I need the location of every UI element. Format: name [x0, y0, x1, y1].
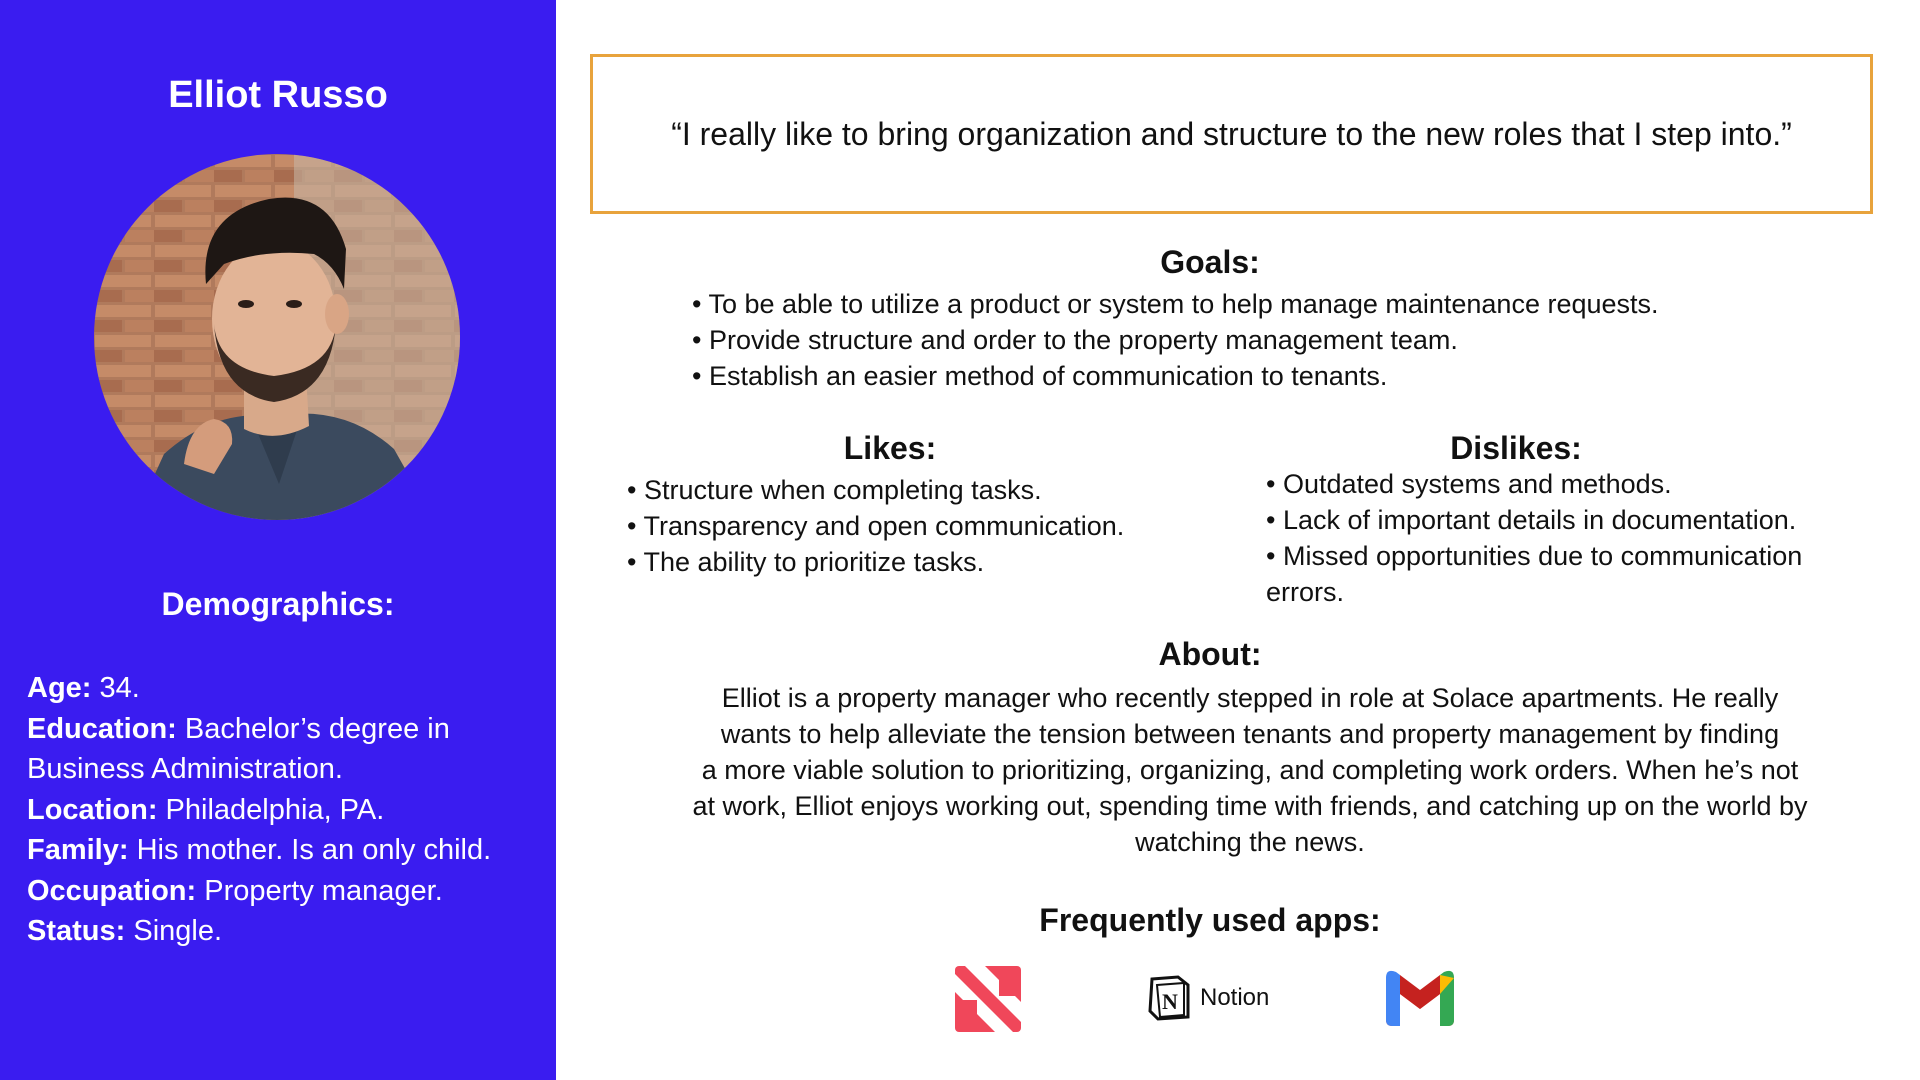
notion-app — [1148, 975, 1269, 1021]
goals-title: Goals: — [1160, 244, 1260, 280]
about-line: at work, Elliot enjoys working out, spending time with friends, and catching up on the world by — [692, 791, 1808, 821]
about-line: Elliot is a property manager who recently stepped in role at Solace apartments. He really — [721, 683, 1779, 713]
persona-name: Elliot Russo — [168, 74, 388, 116]
demographic-value: Single. — [125, 915, 223, 947]
demographic-value: Property manager. — [196, 874, 443, 907]
demographic-status — [27, 911, 547, 952]
dislikes-list — [1266, 466, 1886, 610]
goal-item: • Establish an easier method of communication to tenants. — [692, 361, 1388, 391]
demographic-family — [27, 830, 547, 871]
demographic-education — [27, 709, 547, 750]
demographic-label: Status: — [27, 915, 126, 947]
persona-sidebar — [0, 0, 556, 1080]
apps-title: Frequently used apps: — [1039, 902, 1381, 938]
demographic-occupation — [27, 871, 547, 912]
goal-item: • To be able to utilize a product or system to help manage maintenance requests. — [692, 289, 1659, 319]
about-line: watching the news. — [1135, 827, 1365, 857]
likes-title: Likes: — [843, 430, 937, 466]
demographic-label: Education: — [27, 712, 177, 745]
about-line: a more viable solution to prioritizing, organizing, and completing work orders. When he’s not — [701, 755, 1799, 785]
demographic-value: Bachelor’s degree in — [176, 712, 450, 745]
quote-box — [590, 54, 1873, 214]
dislike-item: errors. — [1266, 577, 1345, 607]
like-item: • Transparency and open communication. — [627, 511, 1125, 541]
demographic-label: Location: — [27, 793, 158, 826]
demographic-value: His mother. Is an only child. — [128, 834, 492, 866]
like-item: • The ability to prioritize tasks. — [627, 547, 985, 577]
demographic-label: Family: — [27, 834, 129, 866]
gmail-icon — [1382, 968, 1458, 1031]
demographic-value: Philadelphia, PA. — [157, 793, 385, 826]
dislike-item: • Outdated systems and methods. — [1266, 469, 1672, 499]
quote-text: “I really like to bring organization and structure to the new roles that I step into.” — [671, 115, 1792, 152]
notion-label: Notion — [1200, 984, 1270, 1011]
goals-list — [692, 286, 1792, 394]
about-title: About: — [1158, 636, 1262, 672]
demographic-age — [27, 668, 547, 709]
about-text — [640, 680, 1860, 860]
demographics-list — [27, 668, 547, 952]
dislike-item: • Missed opportunities due to communication — [1266, 541, 1803, 571]
likes-list — [627, 472, 1187, 580]
like-item: • Structure when completing tasks. — [627, 475, 1042, 505]
apple-news-icon — [955, 966, 1021, 1037]
about-line: wants to help alleviate the tension between tenants and property management by finding — [720, 719, 1780, 749]
demographic-value: 34. — [91, 672, 140, 704]
notion-icon — [1148, 975, 1192, 1021]
demographic-label: Occupation: — [27, 874, 197, 907]
demographic-location — [27, 790, 547, 831]
demographics-title: Demographics: — [161, 586, 395, 622]
dislike-item: • Lack of important details in documentation. — [1266, 505, 1797, 535]
svg-text:N: N — [1162, 989, 1178, 1014]
demographic-value: Business Administration. — [27, 753, 343, 785]
avatar — [94, 154, 460, 520]
dislikes-title: Dislikes: — [1450, 430, 1582, 466]
demographic-education-cont — [27, 749, 547, 790]
goal-item: • Provide structure and order to the property management team. — [692, 325, 1458, 355]
demographic-label: Age: — [27, 672, 92, 704]
